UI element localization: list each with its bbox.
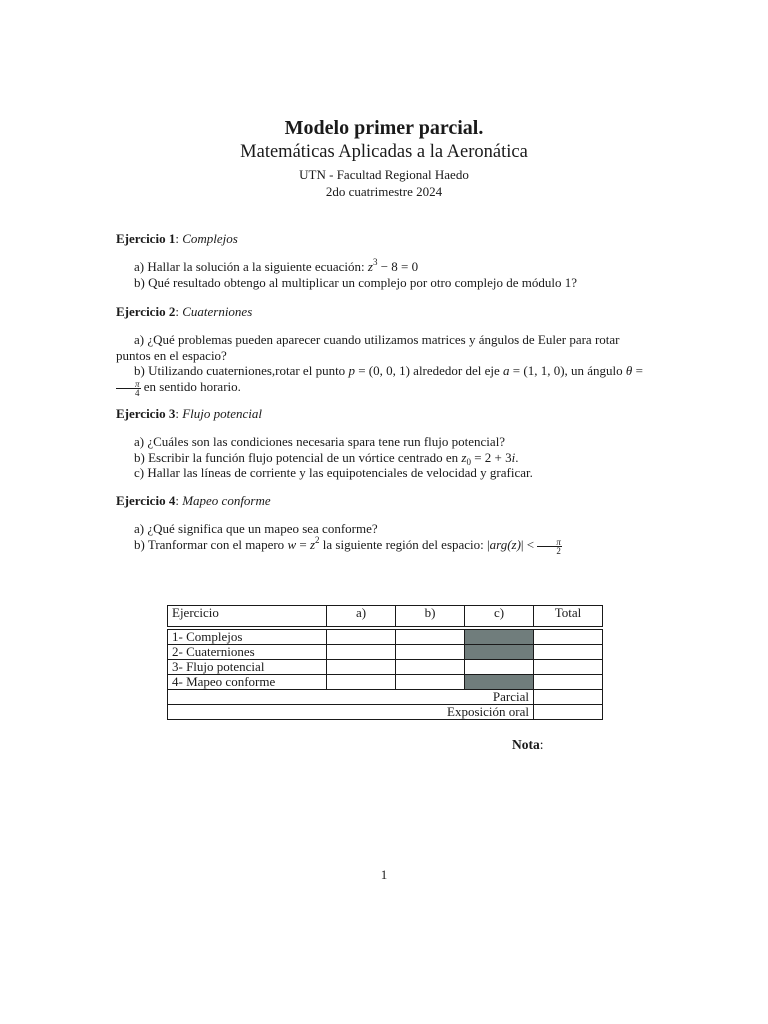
- grade-cell: [396, 660, 465, 675]
- total-cell: [534, 645, 603, 660]
- table-row: [168, 690, 603, 705]
- shaded-cell: [465, 645, 534, 660]
- nota-label: Nota:: [512, 737, 544, 752]
- exercise-2: [116, 304, 656, 397]
- parcial-label: Parcial: [168, 690, 534, 705]
- table-row: [168, 630, 603, 645]
- exercise-topic: Flujo potencial: [182, 406, 262, 421]
- exercise-heading: Ejercicio 1: Complejos: [116, 231, 238, 246]
- shaded-cell: [465, 630, 534, 645]
- grade-cell: [327, 630, 396, 645]
- grade-cell: [327, 675, 396, 690]
- exercise-topic: Mapeo conforme: [182, 493, 271, 508]
- page-number: 1: [380, 867, 388, 882]
- grade-cell: [327, 660, 396, 675]
- shaded-cell: [465, 675, 534, 690]
- table-row: [168, 675, 603, 690]
- exercise-topic: Complejos: [182, 231, 238, 246]
- exercise-topic: Cuaterniones: [182, 304, 253, 319]
- grade-cell: [396, 645, 465, 660]
- oral-label: Exposición oral: [168, 705, 534, 720]
- exercise-item-a: a) ¿Qué problemas pueden aparecer cuando utilizamos matrices y ángulos de Euler para rotar puntos en el espacio?: [116, 332, 620, 363]
- row-label: 3- Flujo potencial: [168, 660, 327, 675]
- table-header-row: [168, 606, 603, 627]
- exercise-heading: Ejercicio 2: Cuaterniones: [116, 304, 253, 319]
- row-label: 1- Complejos: [168, 630, 327, 645]
- exercise-item-b: b) Qué resultado obtengo al multiplicar un complejo por otro complejo de módulo 1?: [134, 274, 577, 290]
- grade-cell: [396, 630, 465, 645]
- table-header-cell: a): [327, 606, 396, 627]
- exercise-item-c: c) Hallar las líneas de corriente y las equipotenciales de velocidad y graficar.: [134, 465, 533, 480]
- parcial-cell: [534, 690, 603, 705]
- exercise-item-b: b) Utilizando cuaterniones,rotar el punto p = (0, 0, 1) alrededor del eje a = (1, 1, 0), un ángulo θ = $\frac{\pi}{4}$ en sentido horario.: [116, 363, 656, 397]
- exercise-heading: Ejercicio 3: Flujo potencial: [116, 406, 262, 421]
- doc-title: Modelo primer parcial.: [284, 117, 484, 139]
- exercise-heading: Ejercicio 4: Mapeo conforme: [116, 493, 271, 508]
- doc-term: 2do cuatrimestre 2024: [325, 184, 443, 199]
- table-header-cell: Ejercicio: [168, 606, 327, 627]
- table-header-cell: b): [396, 606, 465, 627]
- table-header-cell: c): [465, 606, 534, 627]
- exercise-1: [116, 231, 656, 290]
- table-row: [168, 660, 603, 675]
- grade-table: [167, 605, 603, 720]
- total-cell: [534, 660, 603, 675]
- exercise-item-a: a) ¿Cuáles son las condiciones necesaria spara tene run flujo potencial?: [134, 434, 506, 449]
- doc-institution: UTN - Facultad Regional Haedo: [299, 167, 469, 182]
- table-row: [168, 705, 603, 720]
- table-header-cell: Total: [534, 606, 603, 627]
- total-cell: [534, 675, 603, 690]
- exercise-label: Ejercicio 1: [116, 231, 176, 246]
- row-label: 4- Mapeo conforme: [168, 675, 327, 690]
- row-label: 2- Cuaterniones: [168, 645, 327, 660]
- exercise-3: [116, 406, 656, 481]
- exercise-item-b: b) Escribir la función flujo potencial de un vórtice centrado en $z_0 = 2 + 3i$.: [134, 449, 519, 467]
- grade-cell: [396, 675, 465, 690]
- grade-cell: [465, 660, 534, 675]
- exercise-item-b: b) Tranformar con el mapero $w = z^2$ la siguiente región del espacio: |arg(z)| < $\frac{\pi}{2}$: [134, 534, 561, 556]
- exercise-item-a: a) Hallar la solución a la siguiente ecuación: $z^3 - 8 = 0$: [134, 257, 419, 274]
- fraction-pi-over-2: $\frac{\pi}{2}$: [537, 538, 562, 555]
- oral-cell: [534, 705, 603, 720]
- grade-cell: [327, 645, 396, 660]
- exercise-label: Ejercicio 4: [116, 493, 176, 508]
- doc-subtitle: Matemáticas Aplicadas a la Aeronática: [240, 142, 528, 162]
- exercise-label: Ejercicio 2: [116, 304, 176, 319]
- exercise-label: Ejercicio 3: [116, 406, 176, 421]
- table-row: [168, 645, 603, 660]
- exercise-4: [116, 493, 656, 555]
- total-cell: [534, 630, 603, 645]
- exercise-item-a: a) ¿Qué significa que un mapeo sea conforme?: [134, 521, 378, 536]
- fraction-pi-over-4: $\frac{\pi}{4}$: [116, 380, 141, 397]
